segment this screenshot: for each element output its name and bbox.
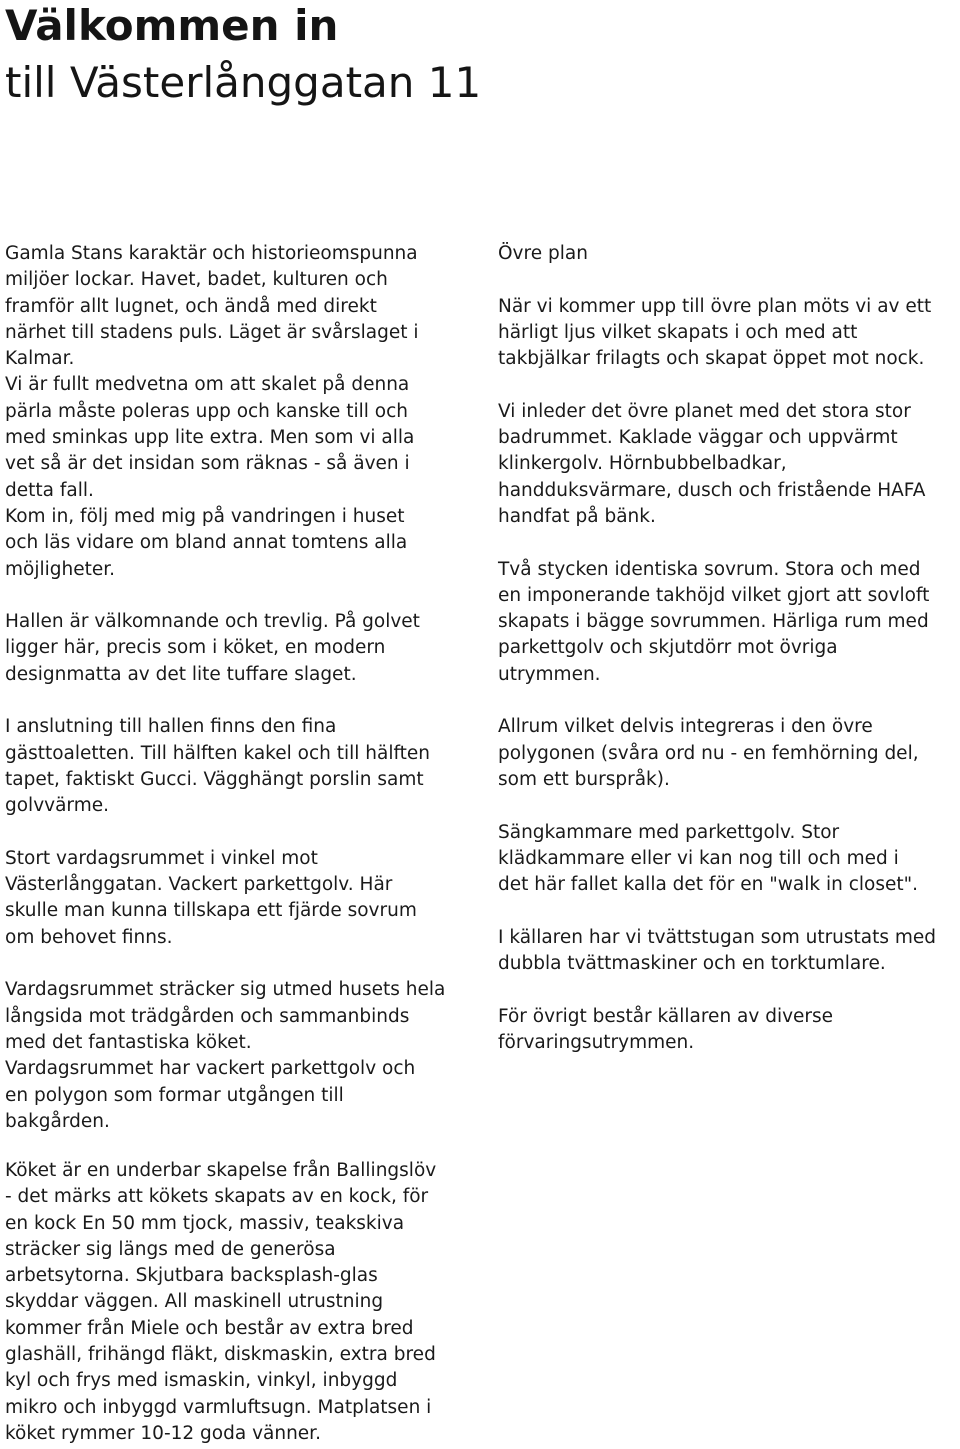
paragraph-upper-floor-light: När vi kommer upp till övre plan möts vi av ett härligt ljus vilket skapats i och med att takbjälkar frilagts och skapat öppet mot nock.	[498, 295, 932, 370]
paragraph-basement-laundry: I källaren har vi tvättstugan som utrustats med dubbla tvättmaskiner och en torktumlare.	[498, 926, 937, 975]
paragraph-guest-toilet: I anslutning till hallen finns den fina gästtoaletten. Till hälften kakel och till hälften tapet, faktiskt Gucci. Vägghängt porslin samt golvvärme.	[5, 716, 431, 817]
paragraph-allrum: Allrum vilket delvis integreras i den övre polygonen (svåra ord nu - en femhörning del, som ett burspråk).	[498, 716, 919, 790]
paragraph-living-room: Stort vardagsrummet i vinkel mot Västerlånggatan. Vackert parkettgolv. Här skulle man kunna tillskapa ett fjärde sovrum om behovet finns.	[5, 847, 417, 948]
page-title	[5, 0, 945, 114]
paragraph-intro: Gamla Stans karaktär och historieomspunna miljöer lockar. Havet, badet, kulturen och framför allt lugnet, och ändå med direkt närhet till stadens puls. Läget är svårslaget i Kalmar.	[5, 243, 419, 370]
section-heading-upper-floor: Övre plan	[498, 243, 588, 264]
paragraph-hall: Hallen är välkomnande och trevlig. På golvet ligger här, precis som i köket, en modern designmatta av det lite tuffare slaget.	[5, 611, 420, 685]
kitchen-section	[5, 1158, 470, 1447]
right-column	[498, 241, 958, 1056]
paragraph-condition: Vi är fullt medvetna om att skalet på denna pärla måste poleras upp och kanske till och med sminkas upp lite extra. Men som vi alla vet så är det insidan som räknas - så även i detta fall.	[5, 374, 415, 501]
left-column	[5, 241, 485, 1135]
paragraph-bathroom: Vi inleder det övre planet med det stora stor badrummet. Kaklade väggar och uppvärmt klinkergolv. Hörnbubbelbadkar, handduksvärmare, dusch och fristående HAFA handfat på bänk.	[498, 400, 926, 527]
paragraph-living-room-floor: Vardagsrummet har vackert parkettgolv och en polygon som formar utgången till bakgården.	[5, 1058, 416, 1132]
paragraph-bedrooms: Två stycken identiska sovrum. Stora och med en imponerande takhöjd vilket gjort att sovloft skapats i bägge sovrummen. Härliga rum med parkettgolv och skjutdörr mot övriga utrymmen.	[498, 558, 930, 685]
paragraph-tour: Kom in, följ med mig på vandringen i huset och läs vidare om bland annat tomtens alla möjligheter.	[5, 505, 408, 580]
paragraph-kitchen: Köket är en underbar skapelse från Ballingslöv - det märks att kökets skapats av en kock, för en kock En 50 mm tjock, massiv, teakskiva sträcker sig längs med de generösa arbetsytorna. Skjutbara backsplash-glas skyddar väggen. All maskinell utrustning kommer från Miele och består av extra bred glashäll, frihängd fläkt, diskmaskin, extra bred kyl och frys med ismaskin, vinkyl, inbyggd mikro och inbyggd varmluftsugn. Matplatsen i köket rymmer 10-12 goda vänner.	[5, 1160, 437, 1444]
paragraph-master-bedroom: Sängkammare med parkettgolv. Stor klädkammare eller vi kan nog till och med i det här fallet kalla det för en "walk in closet".	[498, 821, 918, 896]
title-address: till Västerlånggatan 11	[5, 58, 482, 107]
paragraph-living-room-garden: Vardagsrummet sträcker sig utmed husets hela långsida mot trädgården och sammanbinds med det fantastiska köket.	[5, 979, 446, 1053]
title-welcome: Välkommen in	[5, 1, 339, 50]
paragraph-basement-storage: För övrigt består källaren av diverse förvaringsutrymmen.	[498, 1005, 834, 1053]
